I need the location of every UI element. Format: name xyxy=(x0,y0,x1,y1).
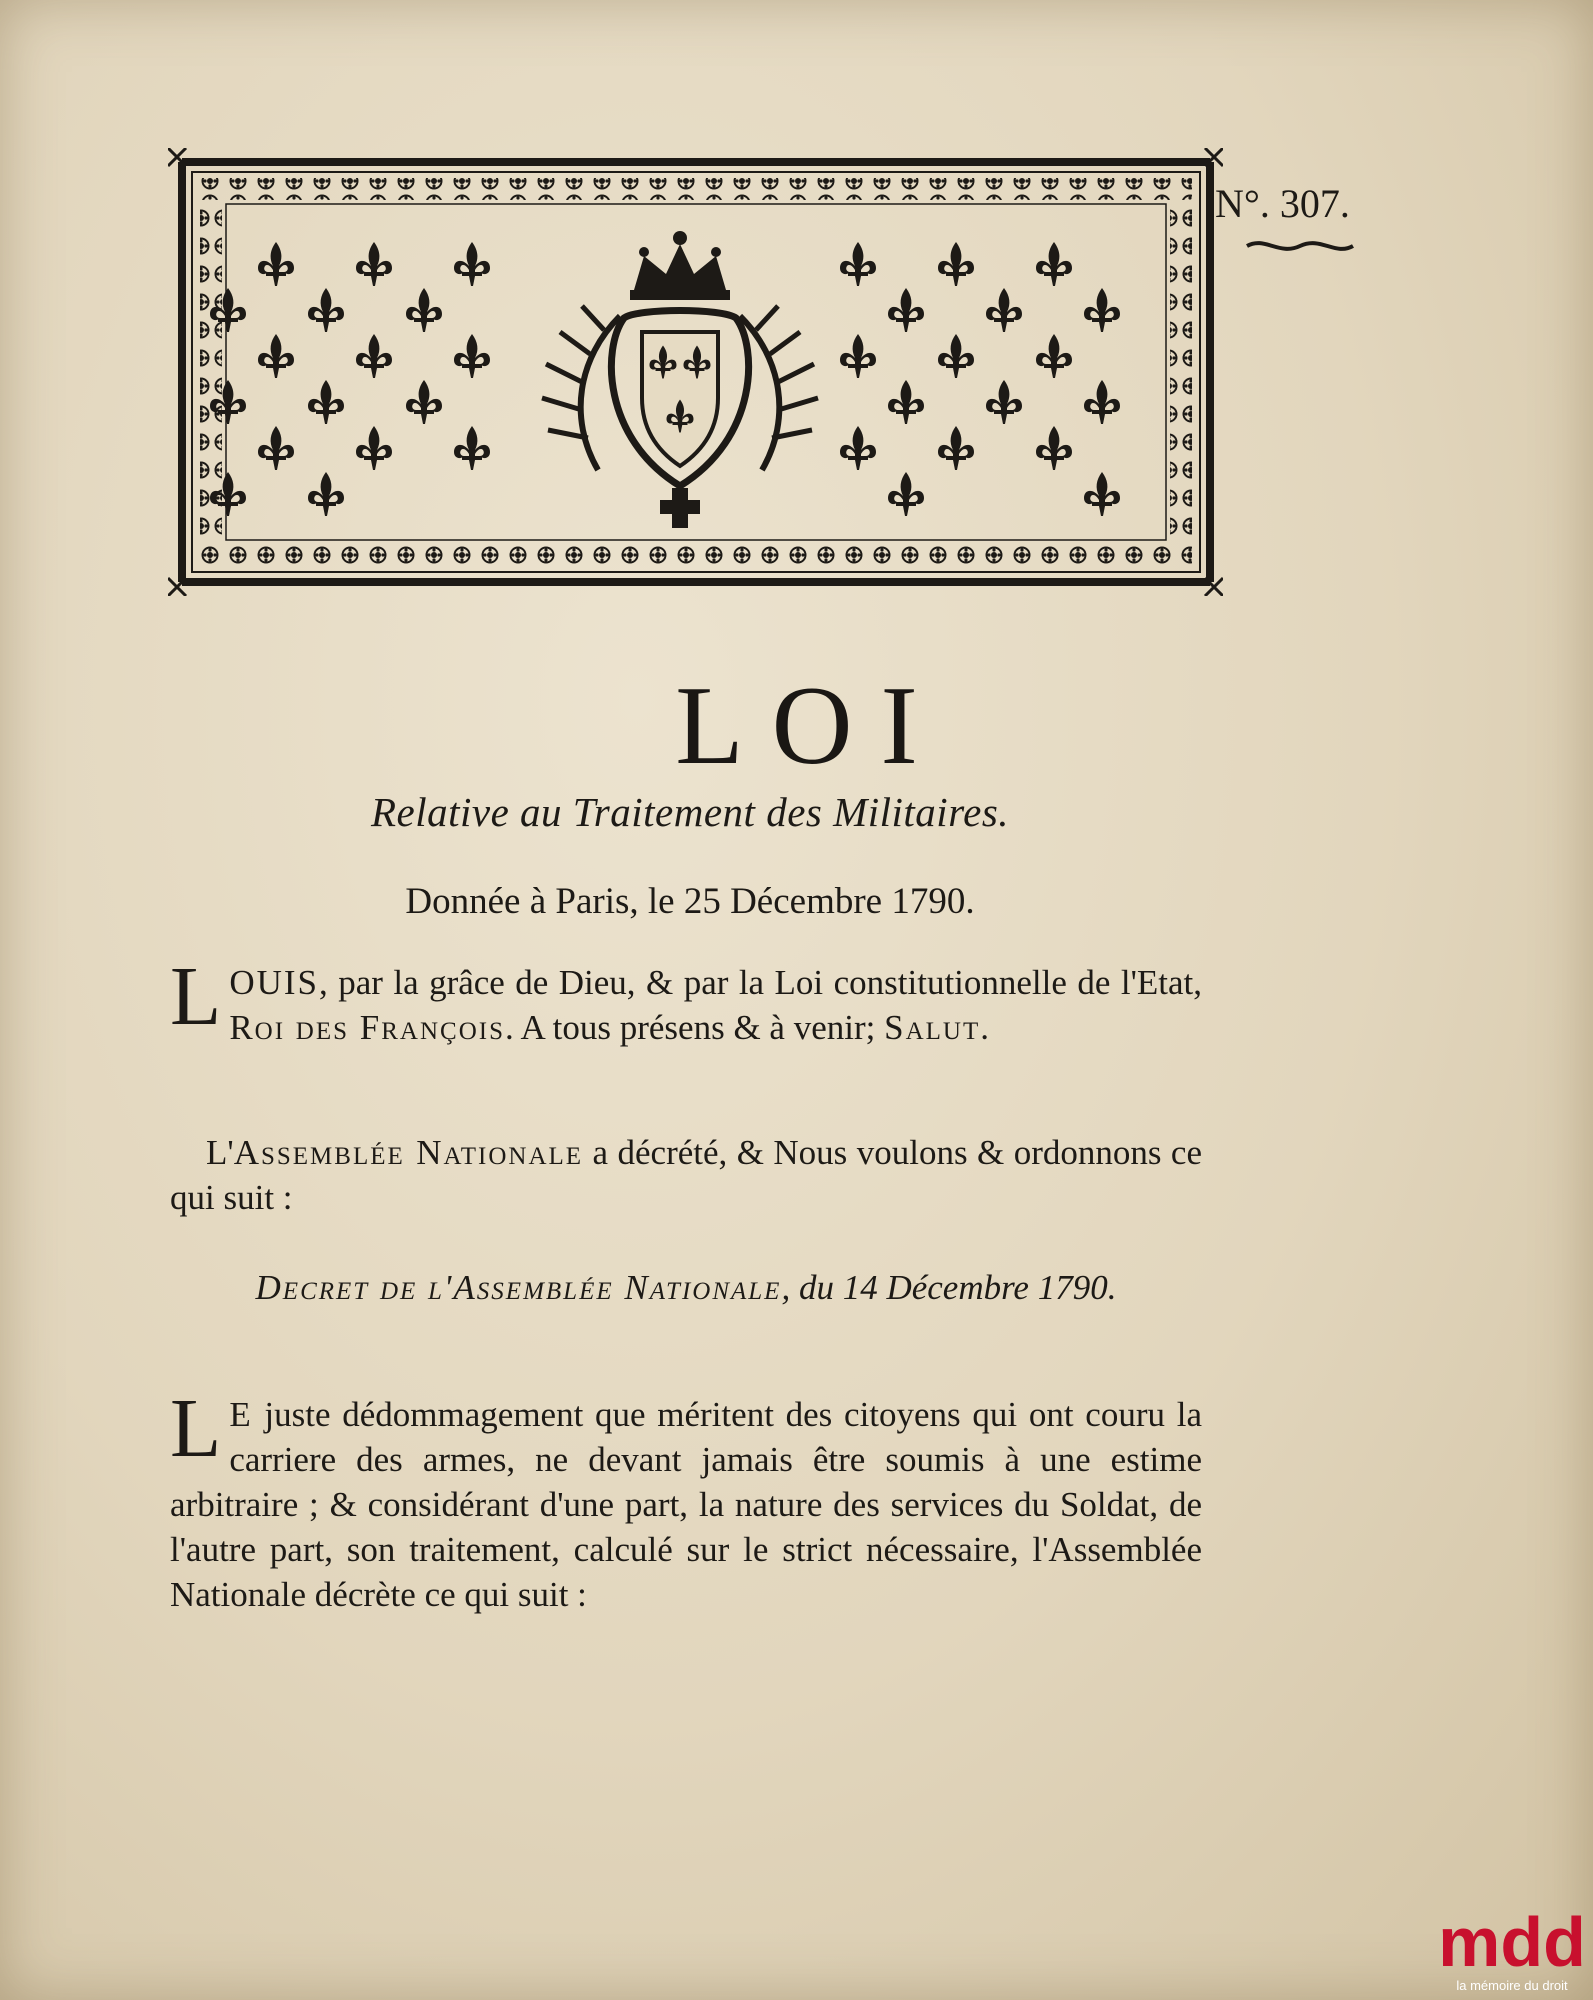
dateline: Donnée à Paris, le 25 Décembre 1790. xyxy=(405,881,975,922)
decree-text-body: juste dédommagement que méritent des citoyens qui ont couru la carriere des armes, ne devant jamais être soumis à une estime arbitraire ; & considérant d'une part, la nature des services du Soldat, de l'autre part, son traitement, calculé sur le strict nécessaire, l'Assemblée Nationale décrète ce qui suit : xyxy=(170,1395,1202,1614)
decree-dropcap: L xyxy=(170,1382,222,1475)
decree-heading xyxy=(170,1262,1202,1314)
preamble-lead: OUIS xyxy=(229,963,319,1002)
crowned-shield-icon xyxy=(542,231,818,528)
decree-heading-prefix: Decret de l'Assemblée Nationale xyxy=(255,1268,782,1307)
enactment-paragraph xyxy=(170,1130,1202,1220)
salut: Salut. xyxy=(884,1008,991,1047)
decree-heading-suffix: , du 14 Décembre 1790. xyxy=(781,1268,1117,1307)
enactment-lead: L' xyxy=(206,1133,234,1172)
document-title: LOI xyxy=(675,664,946,788)
enactment-text: a décrété, & Nous voulons & ordonnons ce qui suit : xyxy=(170,1133,1202,1217)
preamble-text-1: , par la grâce de Dieu, & par la Loi constitutionnelle de l'Etat, xyxy=(319,963,1202,1002)
mdd-logo-icon xyxy=(1432,1900,1592,1980)
king-title: Roi des François xyxy=(229,1008,505,1047)
publisher-logo xyxy=(1432,1900,1592,2000)
assembly-name: Assemblée Nationale xyxy=(233,1133,584,1172)
preamble-dropcap: L xyxy=(170,950,222,1043)
svg-text:mdd: mdd xyxy=(1438,1903,1586,1980)
preamble-text-2: . A tous présens & à venir; xyxy=(504,1008,885,1047)
decree-lead: E xyxy=(229,1395,253,1434)
royal-arms-ornament xyxy=(168,148,1223,596)
preamble-paragraph xyxy=(170,950,1202,1050)
flourish-icon xyxy=(1245,232,1355,262)
publisher-caption: la mémoire du droit xyxy=(1456,1978,1568,1993)
document-subtitle: Relative au Traitement des Militaires. xyxy=(370,789,1010,835)
decree-paragraph xyxy=(170,1382,1202,1617)
document-number: N°. 307. xyxy=(1215,181,1350,226)
